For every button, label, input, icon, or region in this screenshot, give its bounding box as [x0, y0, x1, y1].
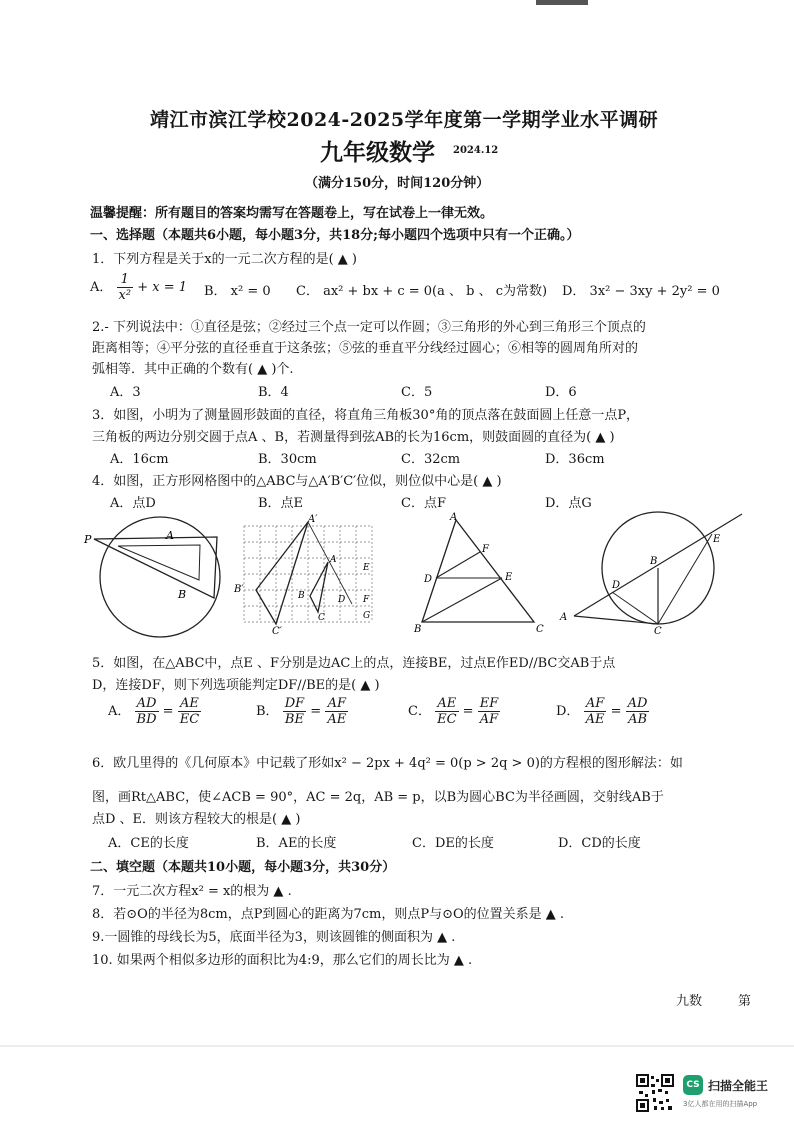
- fig2-label-c: C: [318, 613, 325, 623]
- q5-line1: 5．如图，在△ABC中，点E 、F分别是边AC上的点，连接BE，过点E作ED//BC交AB于点: [92, 656, 616, 671]
- fig3-label-c: C: [536, 624, 544, 635]
- q5-b-d1: BE: [284, 712, 304, 727]
- q5-a-eq: =: [162, 704, 174, 719]
- camscanner-tagline: 3亿人都在用的扫描App: [683, 1100, 758, 1108]
- fig3-label-b: B: [414, 624, 422, 635]
- page-divider: [0, 1045, 794, 1047]
- q5-c-d1: EC: [437, 712, 457, 727]
- scan-edge-mark: [536, 0, 588, 5]
- q6-option-d: D．CD的长度: [558, 836, 641, 851]
- q4-option-c: C．点F: [401, 496, 446, 511]
- q5-c-n1: AE: [435, 696, 458, 712]
- q1-option-c: C． ax² + bx + c = 0(a 、 b 、 c为常数): [296, 284, 548, 299]
- q5-d-d1: AE: [585, 712, 605, 727]
- camscanner-logo: CS: [683, 1075, 703, 1095]
- q7: 7．一元二次方程x² = x的根为 ▲ .: [92, 884, 292, 899]
- q3-option-a: A．16cm: [110, 452, 169, 467]
- q6-line2: 图，画Rt△ABC，使∠ACB = 90°，AC = 2q，AB = p，以B为圆心BC为半径画圆，交射线AB于: [92, 790, 664, 805]
- q5-a-d1: BD: [136, 712, 157, 727]
- q5-option-d: [556, 696, 649, 727]
- fig3-label-f: F: [482, 544, 489, 555]
- q1-a-num: 1: [117, 272, 134, 288]
- q4-option-b: B．点E: [258, 496, 304, 511]
- figure-triangle-abc: [410, 510, 550, 635]
- q5-c-d2: AF: [479, 712, 499, 727]
- exam-title: 靖江市滨江学校2024-2025学年度第一学期学业水平调研: [150, 109, 659, 131]
- footer-right: 第: [738, 994, 752, 1009]
- q5-c-frac1: [435, 696, 458, 727]
- q9: 9.一圆锥的母线长为5，底面半径为3，则该圆锥的侧面积为 ▲ .: [92, 930, 456, 945]
- fig4-label-d: D: [612, 580, 621, 591]
- fig1-label-b: B: [178, 588, 187, 601]
- fig2-label-f: F: [363, 595, 370, 605]
- fig2-label-g: G: [363, 611, 371, 621]
- q5-d-frac1: [584, 696, 607, 727]
- q1-a-rest: + x = 1: [137, 280, 188, 295]
- fig1-label-p: P: [84, 533, 92, 546]
- q5-b-label: B．: [256, 704, 279, 719]
- q3-line1: 3．如图，小明为了测量圆形鼓面的直径，将直角三角板30°角的顶点落在鼓面圆上任意一点P，: [92, 408, 640, 423]
- q6-option-b: B．AE的长度: [256, 836, 337, 851]
- q2-line1: 2.- 下列说法中：①直径是弦；②经过三个点一定可以作圆；③三角形的外心到三角形三个顶点的: [92, 320, 646, 335]
- fig3-label-a: A: [450, 512, 458, 523]
- notice: 温馨提醒：所有题目的答案均需写在答题卷上，写在试卷上一律无效。: [90, 206, 494, 221]
- fig4-label-c: C: [654, 626, 662, 636]
- fig2-grid: [244, 526, 372, 622]
- q5-d-frac2: [626, 696, 650, 727]
- q4-option-a: A．点D: [110, 496, 156, 511]
- fig1-triangle-outer: [94, 537, 217, 598]
- exam-subject: 九年级数学: [320, 139, 435, 166]
- exam-date: 2024.12: [453, 145, 499, 156]
- q5-a-d2: EC: [179, 712, 200, 727]
- fig3-triangle: [422, 520, 534, 622]
- q1-option-b: B． x² = 0: [204, 284, 271, 299]
- q2-option-b: B．4: [258, 385, 289, 400]
- q5-option-c: [408, 696, 500, 727]
- q5-b-n1: DF: [284, 696, 305, 711]
- fig4-label-b: B: [650, 556, 658, 567]
- q2-line2: 距离相等；④平分弦的直径垂直于这条弦；⑤弦的垂直平分线经过圆心；⑥相等的圆周角所对的: [92, 341, 639, 356]
- q1-option-d: D． 3x² − 3xy + 2y² = 0: [562, 284, 720, 299]
- fig2-label-b-prime: B′: [234, 584, 244, 595]
- q2-option-c: C．5: [401, 385, 433, 400]
- q4-option-d: D．点G: [545, 496, 592, 511]
- figure-circle-triangle: [82, 512, 232, 642]
- fig2-small-triangle: [310, 562, 328, 612]
- fig4-line-ac: [574, 616, 658, 624]
- fig4-line-ec: [658, 534, 712, 624]
- q6-option-c: C．DE的长度: [412, 836, 494, 851]
- q10: 10. 如果两个相似多边形的面积比为4:9，那么它们的周长比为 ▲ .: [92, 953, 473, 968]
- q5-d-n1: AF: [584, 696, 607, 712]
- q5-d-label: D．: [556, 704, 580, 719]
- figure-circle-euclid: [556, 508, 756, 636]
- fig1-circle: [100, 517, 220, 637]
- camscanner-name: 扫描全能王: [708, 1079, 769, 1093]
- q2-line3: 弧相等．其中正确的个数有( ▲ )个.: [92, 362, 294, 377]
- fig1-label-a: A: [166, 529, 174, 542]
- q3-option-c: C．32cm: [401, 452, 461, 467]
- fig1-triangle-inner: [118, 545, 200, 580]
- q5-a-frac2: [178, 696, 201, 727]
- fig3-label-d: D: [424, 574, 433, 585]
- q6-line3: 点D 、E．则该方程较大的根是( ▲ ): [92, 812, 301, 827]
- qr-code-icon: [636, 1074, 674, 1112]
- q5-a-n1: AD: [135, 696, 159, 712]
- q5-a-n2: AE: [178, 696, 201, 712]
- fig2-label-b: B: [298, 591, 305, 601]
- q1-a-den: x²: [118, 288, 132, 303]
- fig4-label-e: E: [713, 534, 721, 545]
- q5-option-a: [108, 696, 201, 727]
- fig3-label-e: E: [505, 572, 513, 583]
- fig2-label-d: D: [338, 595, 346, 605]
- q5-c-n2: EF: [479, 696, 499, 711]
- q3-option-b: B．30cm: [258, 452, 317, 467]
- q5-b-frac2: [325, 696, 348, 727]
- q6-option-a: A．CE的长度: [108, 836, 189, 851]
- footer-left: 九数: [676, 994, 703, 1009]
- q5-line2: D，连接DF，则下列选项能判定DF//BE的是( ▲ ): [92, 678, 380, 693]
- q3-option-d: D．36cm: [545, 452, 605, 467]
- q5-a-frac1: [135, 696, 159, 727]
- section2-heading: 二、填空题（本题共10小题，每小题3分，共30分）: [90, 860, 396, 875]
- fig2-label-c-prime: C′: [272, 626, 282, 637]
- q1-stem: 1．下列方程是关于x的一元二次方程的是( ▲ ): [92, 252, 358, 267]
- q1-a-fraction: [117, 272, 134, 303]
- q5-c-frac2: [478, 696, 501, 727]
- q5-b-d2: AE: [327, 712, 347, 727]
- q1-option-a: [90, 272, 187, 303]
- q5-d-eq: =: [610, 704, 622, 719]
- q2-option-d: D．6: [545, 385, 577, 400]
- q1-a-label: A．: [90, 280, 113, 295]
- q3-line2: 三角板的两边分别交圆于点A 、B，若测量得到弦AB的长为16cm，则鼓面圆的直径为( ▲ ): [92, 430, 615, 445]
- section1-heading: 一、选择题（本题共6小题，每小题3分，共18分;每小题四个选项中只有一个正确。）: [90, 228, 580, 243]
- fig2-label-a: A: [330, 555, 337, 565]
- fig2-label-e: E: [363, 563, 370, 573]
- fig2-label-a-prime: A′: [308, 514, 318, 525]
- q5-b-n2: AF: [325, 696, 348, 712]
- q6-line1: 6．欧几里得的《几何原本》中记载了形如x² − 2px + 4q² = 0(p > 2q > 0)的方程根的图形解法：如: [92, 756, 683, 771]
- q5-d-n2: AD: [627, 696, 648, 711]
- q2-option-a: A．3: [110, 385, 141, 400]
- figure-grid-triangles: [232, 512, 382, 642]
- q5-b-eq: =: [310, 704, 322, 719]
- q5-a-label: A．: [108, 704, 131, 719]
- q5-c-label: C．: [408, 704, 431, 719]
- q5-b-frac1: [283, 696, 306, 727]
- fig3-line-df: [436, 552, 480, 578]
- fig2-big-triangle: [256, 522, 308, 624]
- q5-d-d2: AB: [628, 712, 648, 727]
- q5-option-b: [256, 696, 348, 727]
- q8: 8．若⊙O的半径为8cm，点P到圆心的距离为7cm，则点P与⊙O的位置关系是 ▲ .: [92, 907, 565, 922]
- q5-c-eq: =: [462, 704, 474, 719]
- q4-stem: 4．如图，正方形网格图中的△ABC与△A′B′C′位似，则位似中心是( ▲ ): [92, 474, 502, 489]
- fig4-label-a: A: [560, 612, 568, 623]
- score-time: （满分150分，时间120分钟）: [305, 176, 490, 191]
